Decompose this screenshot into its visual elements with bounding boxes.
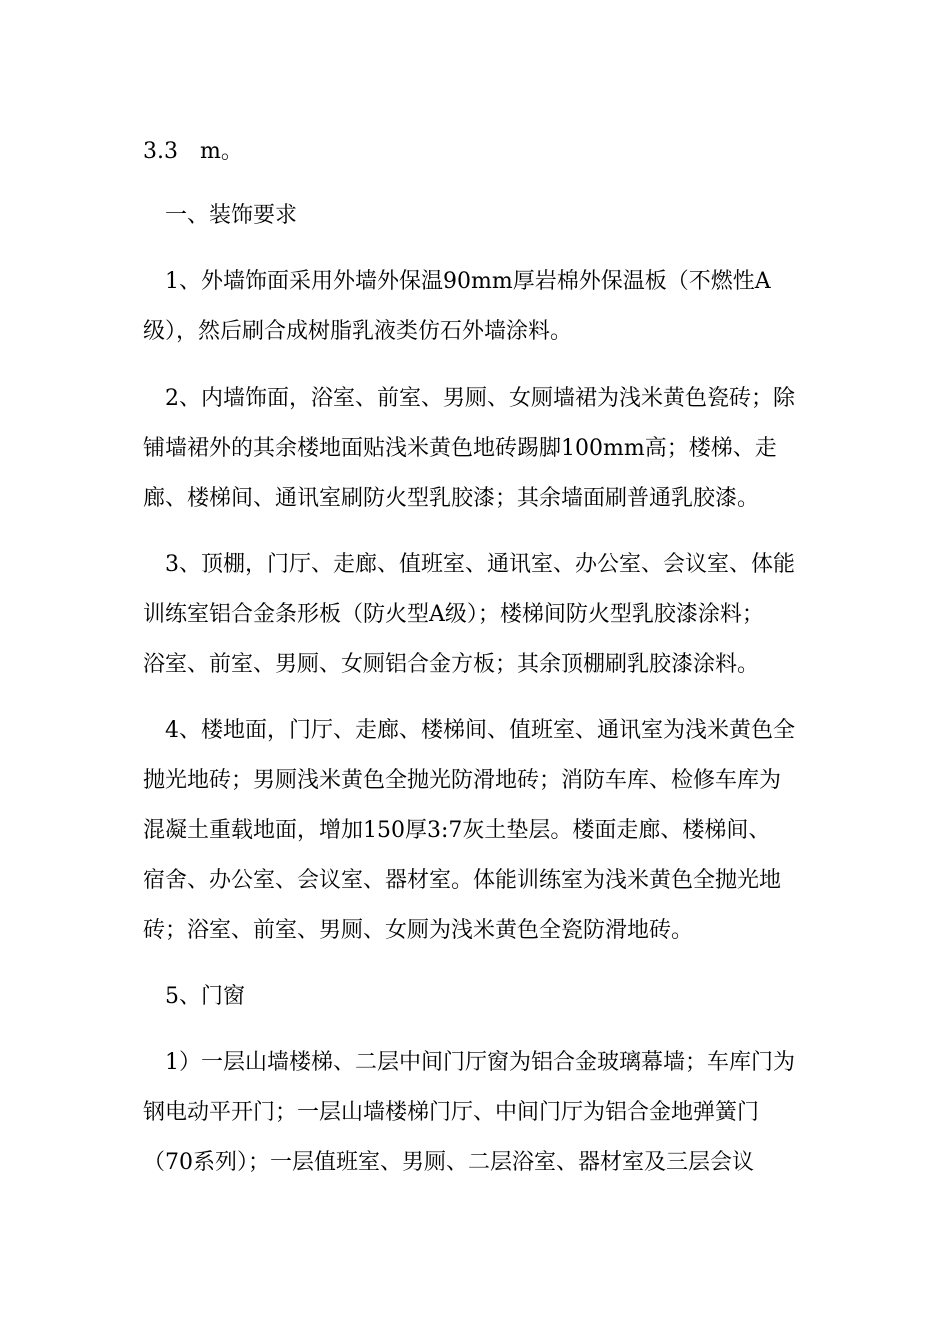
text-line: 1）一层山墙楼梯、二层中间门厅窗为铝合金玻璃幕墙；车库门为	[143, 1050, 795, 1075]
text-line: 4、楼地面，门厅、走廊、楼梯间、值班室、通讯室为浅米黄色全	[143, 718, 795, 743]
section-heading: 5、门窗	[143, 984, 245, 1009]
text-line: 宿舍、办公室、会议室、器材室。体能训练室为浅米黄色全抛光地	[143, 868, 782, 893]
text-line: 浴室、前室、男厕、女厕铝合金方板；其余顶棚刷乳胶漆涂料。	[143, 652, 760, 677]
text-line: 廊、楼梯间、通讯室刷防火型乳胶漆；其余墙面刷普通乳胶漆。	[143, 486, 760, 511]
text-line: 3.3 m。	[143, 139, 243, 164]
text-line: 砖；浴室、前室、男厕、女厕为浅米黄色全瓷防滑地砖。	[143, 918, 694, 943]
text-line: 级），然后刷合成树脂乳液类仿石外墙涂料。	[143, 319, 573, 344]
text-line: 铺墙裙外的其余楼地面贴浅米黄色地砖踢脚100mm高；楼梯、走	[143, 436, 777, 461]
text-line: 1、外墙饰面采用外墙外保温90mm厚岩棉外保温板（不燃性A	[143, 269, 771, 294]
text-line: 混凝土重载地面，增加150厚3:7灰土垫层。楼面走廊、楼梯间、	[143, 818, 771, 843]
text-line: 2、内墙饰面，浴室、前室、男厕、女厕墙裙为浅米黄色瓷砖；除	[143, 386, 795, 411]
text-line: 钢电动平开门；一层山墙楼梯门厅、中间门厅为铝合金地弹簧门	[143, 1100, 760, 1125]
text-line: （70系列）；一层值班室、男厕、二层浴室、器材室及三层会议	[143, 1150, 754, 1175]
text-line: 抛光地砖；男厕浅米黄色全抛光防滑地砖；消防车库、检修车库为	[143, 768, 782, 793]
text-line: 3、顶棚，门厅、走廊、值班室、通讯室、办公室、会议室、体能	[143, 552, 795, 577]
section-heading: 一、装饰要求	[143, 203, 298, 228]
text-line: 训练室铝合金条形板（防火型A级）；楼梯间防火型乳胶漆涂料；	[143, 602, 764, 627]
